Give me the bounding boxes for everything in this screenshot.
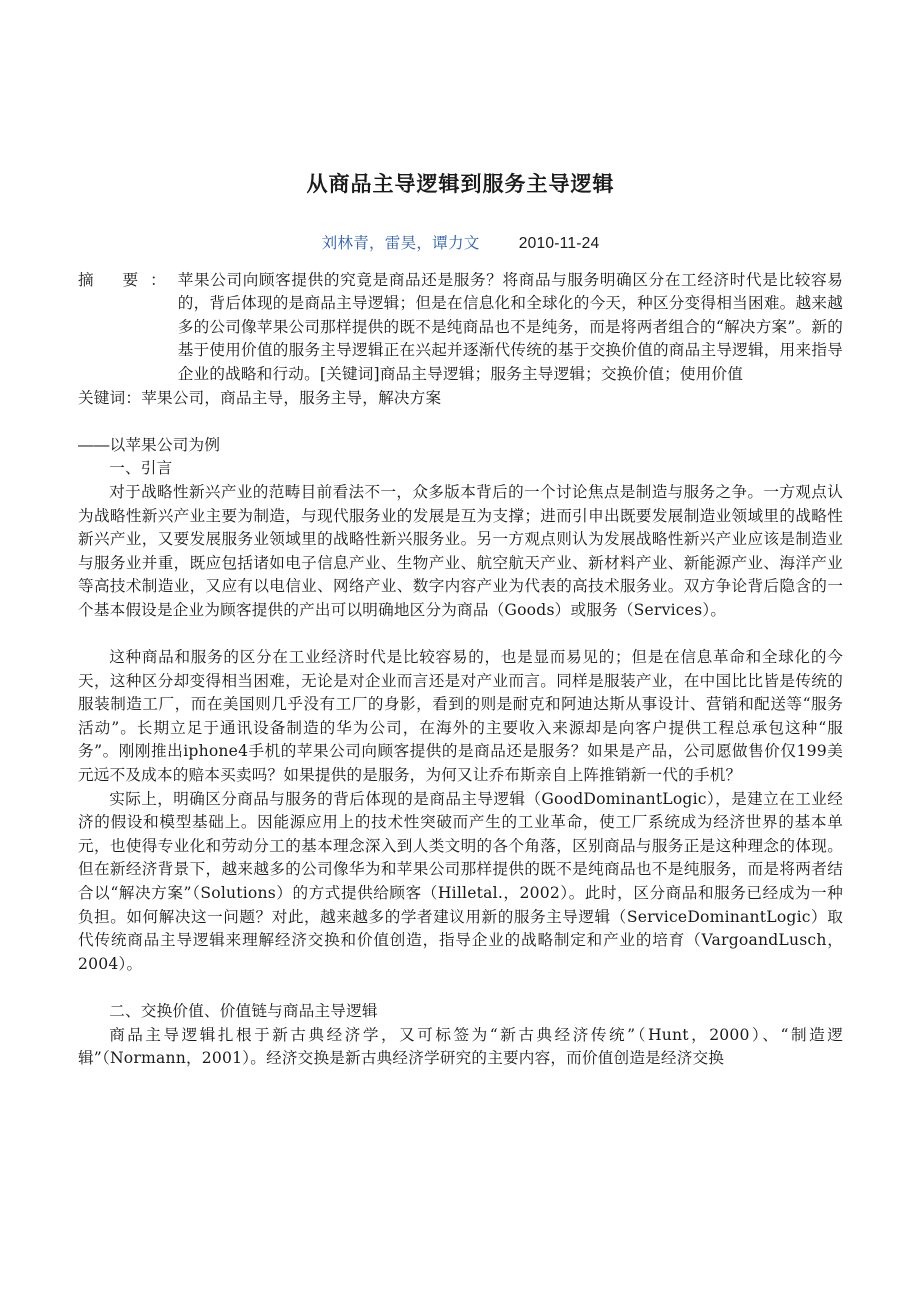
paragraph: 这种商品和服务的区分在工业经济时代是比较容易的，也是显而易见的；但是在信息革命和全球化的今天，这种区分却变得相当困难，无论是对企业而言还是对产业而言。同样是服装产业，在中国比比皆是传统的服装制造工厂，而在美国则几乎没有工厂的身影，看到的则是耐克和阿迪达斯从事设计、营销和配送等“服务活动”。长期立足于通讯设备制造的华为公司，在海外的主要收入来源却是向客户提供工程总承包这种“服务”。刚刚推出iphone4手机的苹果公司向顾客提供的是商品还是服务？如果是产品，公司愿做售价仅199美元远不及成本的赔本买卖吗？如果提供的是服务，为何又让乔布斯亲自上阵推销新一代的手机？ [78,648,843,785]
abstract-block [78,269,843,387]
document-title: 从商品主导逻辑到服务主导逻辑 [306,172,615,196]
section-heading-introduction: 一、引言 [109,459,173,478]
blank-line [78,976,843,1000]
abstract-text: 苹果公司向顾客提供的究竟是商品还是服务？将商品与服务明确区分在工经济时代是比较容易的，背后体现的是商品主导逻辑；但是在信息化和全球化的今天，种区分变得相当困难。越来越多的公司像苹果公司那样提供的既不是纯商品也不是纯务，而是将两者组合的“解决方案”。新的基于使用价值的服务主导逻辑正在兴起并逐渐代传统的基于交换价值的商品主导逻辑，用来指导企业的战略和行动。[关键词]商品主导逻辑；服务主导逻辑；交换价值；使用价值 [177,270,843,383]
blank-line [78,623,843,647]
subtitle: ――以苹果公司为例 [78,435,221,454]
document-body [78,162,843,1071]
author-names: 刘林青，雷昊，谭力文 [321,234,480,252]
byline [78,232,843,256]
section-heading-exchange-value: 二、交换价值、价值链与商品主导逻辑 [109,1002,378,1020]
abstract-label: 摘 要： [78,270,178,289]
keywords-text: 苹果公司，商品主导，服务主导，解决方案 [141,388,442,407]
paragraph: 商品主导逻辑扎根于新古典经济学，又可标签为“新古典经济传统”（Hunt，2000）、“制造逻辑”（Normann，2001）。经济交换是新古典经济学研究的主要内容，而价值创造是经济交换 [78,1025,843,1068]
paragraph: 对于战略性新兴产业的范畴目前看法不一，众多版本背后的一个讨论焦点是制造与服务之争。一方观点认为战略性新兴产业主要为制造，与现代服务业的发展是互为支撑；进而引申出既要发展制造业领域里的战略性新兴产业，又要发展服务业领域里的战略性新兴服务业。另一方观点则认为发展战略性新兴产业应该是制造业与服务业并重，既应包括诸如电子信息产业、生物产业、航空航天产业、新材料产业、新能源产业、海洋产业等高技术制造业，又应有以电信业、网络产业、数字内容产业为代表的高技术服务业。双方争论背后隐含的一个基本假设是企业为顾客提供的产出可以明确地区分为商品（Goods）或服务（Services）。 [78,482,843,619]
blank-line [78,410,843,434]
keywords-block [78,387,843,411]
keywords-label: 关键词： [78,388,142,407]
publication-date: 2010-11-24 [518,235,600,252]
paragraph: 实际上，明确区分商品与服务的背后体现的是商品主导逻辑（GoodDominantLogic），是建立在工业经济的假设和模型基础上。因能源应用上的技术性突破而产生的工业革命，使工厂系统成为经济世界的基本单元，也使得专业化和劳动分工的基本理念深入到人类文明的各个角落，区别商品与服务正是这种理念的体现。但在新经济背景下，越来越多的公司像华为和苹果公司那样提供的既不是纯商品也不是纯服务，而是将两者结合以“解决方案”（Solutions）的方式提供给顾客（Hilletal.，2002）。此时，区分商品和服务已经成为一种负担。如何解决这一问题？对此，越来越多的学者建议用新的服务主导逻辑（ServiceDominantLogic）取代传统商品主导逻辑来理解经济交换和价值创造，指导企业的战略制定和产业的培育（VargoandLusch，2004）。 [78,789,843,973]
